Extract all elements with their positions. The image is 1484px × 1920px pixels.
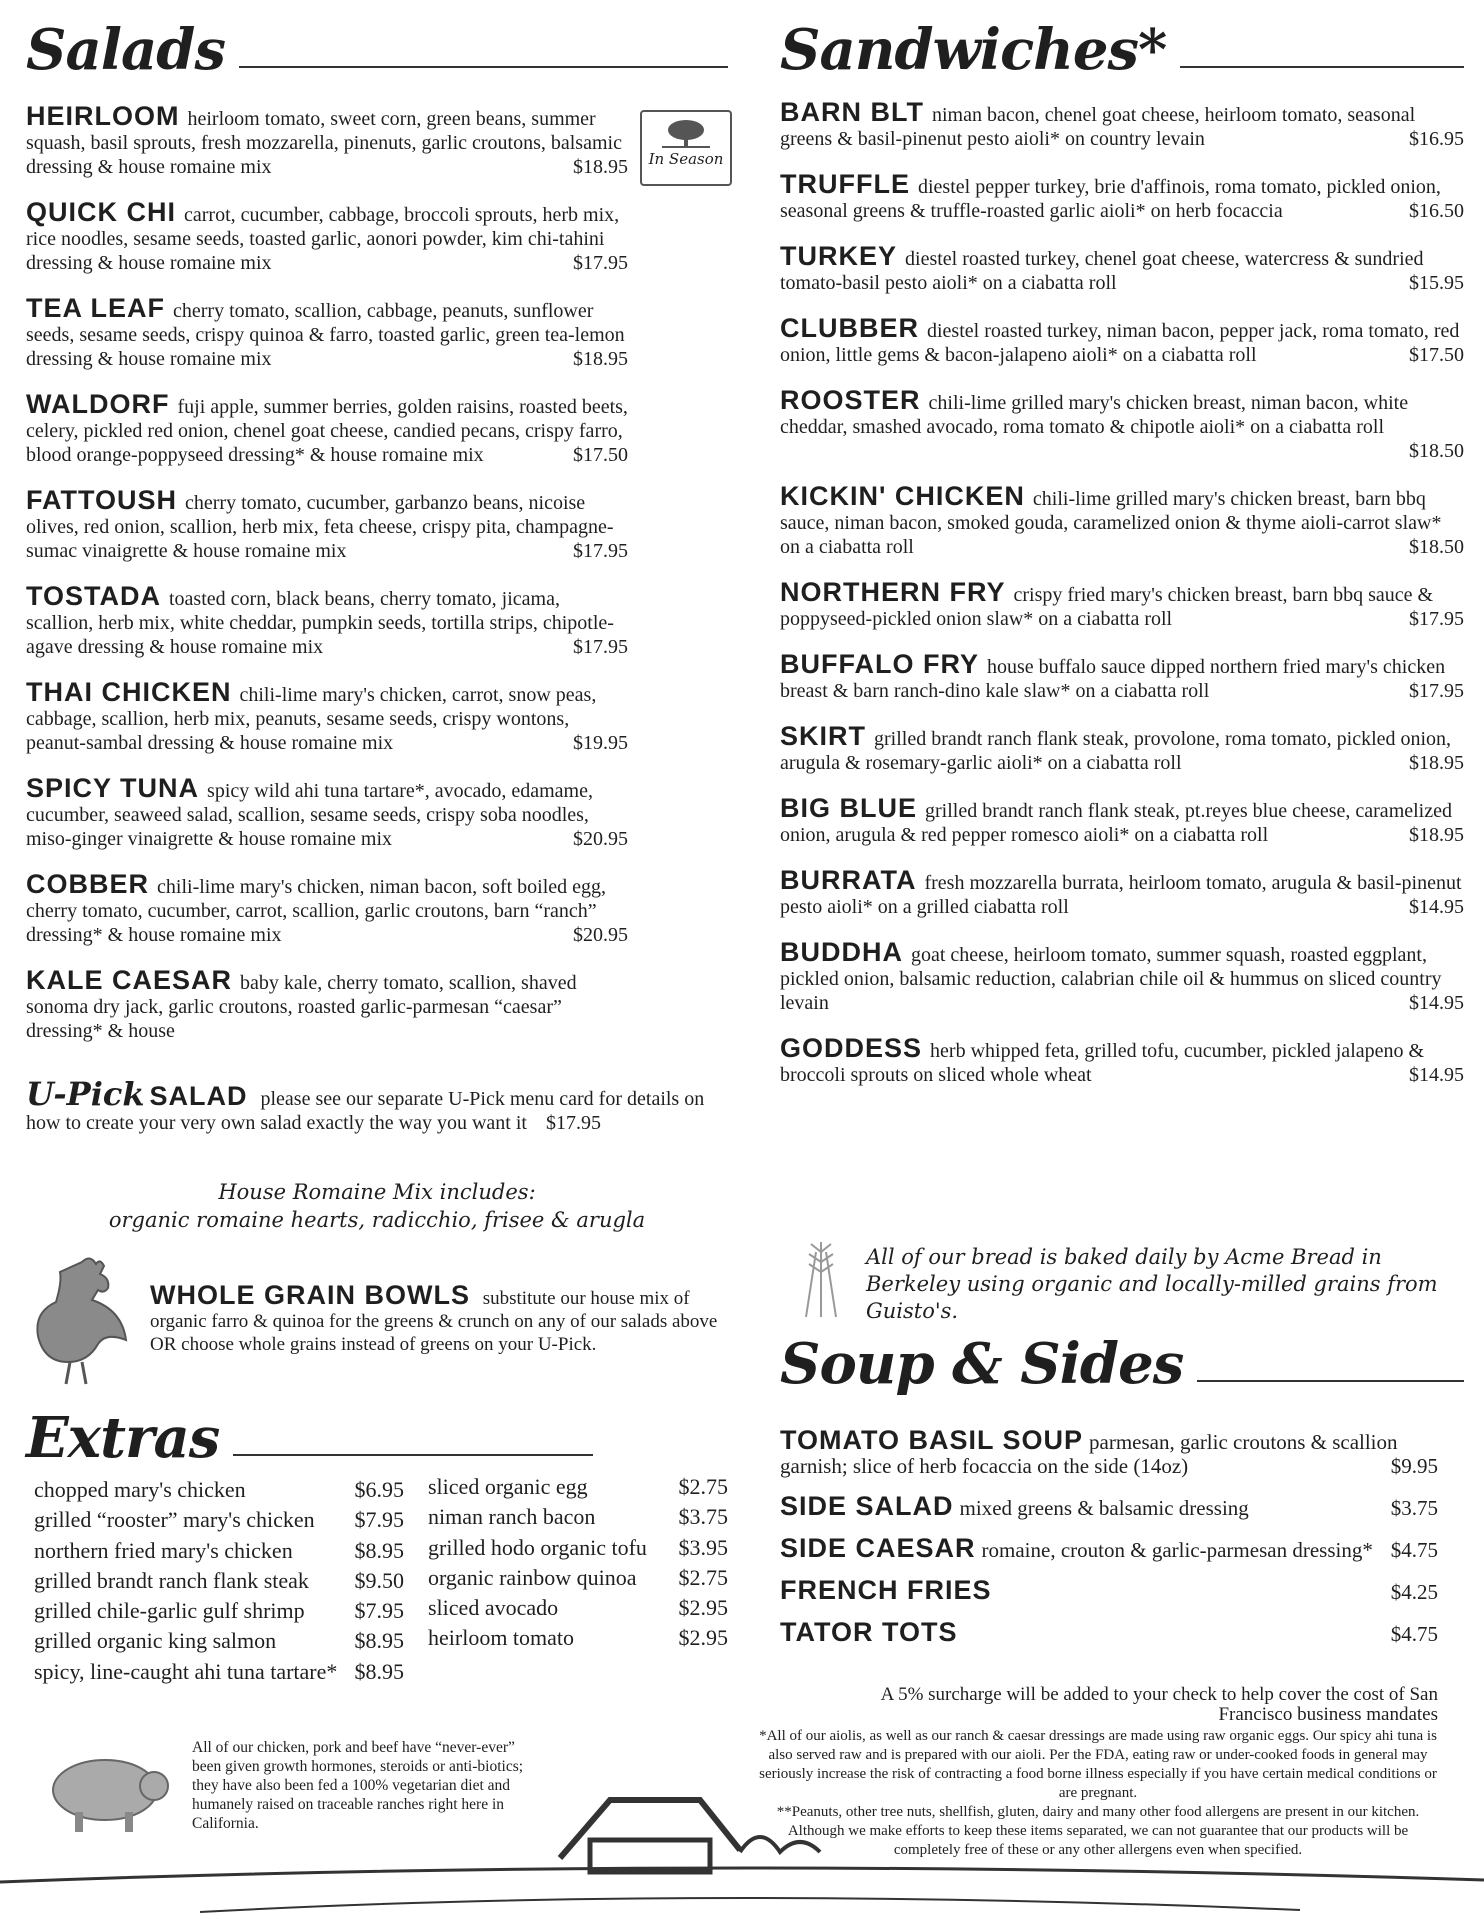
- wheat-icon: [786, 1222, 856, 1322]
- item-price: $17.95: [573, 636, 628, 658]
- soup-sides-header: [780, 1331, 1464, 1397]
- extra-name: grilled chile-garlic gulf shrimp: [34, 1598, 305, 1624]
- extra-name: niman ranch bacon: [428, 1504, 596, 1530]
- item-description: chili-lime mary's chicken, niman bacon, soft boiled egg, cherry tomato, cucumber, carrot, scallion, garlic croutons, barn “ranch” dressing* & house romaine mix: [26, 876, 607, 946]
- romaine-note-title: House Romaine Mix includes:: [218, 1180, 536, 1204]
- extra-price: $2.95: [678, 1625, 728, 1651]
- item-name: FATTOUSH: [26, 485, 178, 515]
- item-price: $18.95: [573, 348, 628, 370]
- item-name: BUFFALO FRY: [780, 649, 979, 679]
- rooster-icon: [22, 1252, 132, 1392]
- extra-name: grilled brandt ranch flank steak: [34, 1567, 309, 1593]
- item-description: herb whipped feta, grilled tofu, cucumber, pickled jalapeno & broccoli sprouts on sliced whole wheat: [780, 1040, 1425, 1086]
- item-price: $4.75: [1390, 1538, 1438, 1562]
- menu-item: [780, 1617, 1438, 1647]
- surcharge-note: A 5% surcharge will be added to your check to help cover the cost of San Francisco business mandates: [880, 1684, 1438, 1725]
- extra-item: [428, 1623, 728, 1653]
- menu-item: [780, 313, 1464, 367]
- item-description: baby kale, cherry tomato, scallion, shaved sonoma dry jack, garlic croutons, roasted garlic-parmesan “caesar” dressing* & house: [26, 972, 577, 1042]
- soup-sides-rule: [1197, 1380, 1464, 1382]
- item-description: heirloom tomato, sweet corn, green beans, summer squash, basil sprouts, fresh mozzarella, pinenuts, garlic croutons, balsamic dressing & house romaine mix: [26, 108, 622, 178]
- extra-item: [428, 1502, 728, 1532]
- item-description: diestel pepper turkey, brie d'affinois, roma tomato, pickled onion, seasonal greens & truffle-roasted garlic aioli* on herb focaccia: [780, 176, 1441, 222]
- item-description: chili-lime grilled mary's chicken breast, niman bacon, white cheddar, smashed avocado, roma tomato & chipotle aioli* on a ciabatta roll: [780, 392, 1409, 438]
- item-name: COBBER: [26, 869, 150, 899]
- item-price: $3.75: [1390, 1496, 1438, 1520]
- menu-item: [780, 169, 1464, 223]
- sandwiches-title: Sandwiches*: [780, 17, 1167, 83]
- extra-price: $7.95: [354, 1598, 404, 1624]
- extra-name: organic rainbow quinoa: [428, 1564, 637, 1590]
- item-price: $18.50: [1409, 440, 1464, 462]
- menu-item: [780, 937, 1464, 1015]
- extra-item: [34, 1536, 404, 1566]
- salads-header: [26, 17, 728, 83]
- upick-name: SALAD: [149, 1081, 248, 1111]
- extra-item: [34, 1475, 404, 1505]
- item-price: $18.95: [1409, 752, 1464, 774]
- menu-item: [26, 389, 628, 467]
- item-name: HEIRLOOM: [26, 101, 180, 131]
- upick-salad: [26, 1075, 728, 1156]
- item-description: goat cheese, heirloom tomato, summer squash, roasted eggplant, pickled onion, balsamic reduction, calabrian chile oil & hummus on sliced country levain: [780, 944, 1442, 1014]
- allergen-disclaimer: **Peanuts, other tree nuts, shellfish, gluten, dairy and many other food allergens are present in our kitchen. Although we make efforts to keep these items separated, we can not guarantee that our products will be completely free of these or any other allergens even when specified.: [776, 1804, 1420, 1858]
- item-name: BIG BLUE: [780, 793, 918, 823]
- extra-name: sliced organic egg: [428, 1474, 588, 1499]
- menu-item: [780, 241, 1464, 295]
- item-price: $17.95: [1409, 680, 1464, 702]
- tree-icon: [656, 118, 716, 150]
- menu-item: [26, 773, 628, 851]
- romaine-note-detail: organic romaine hearts, radicchio, frisee & arugla: [108, 1208, 646, 1232]
- item-description: cherry tomato, scallion, cabbage, peanuts, sunflower seeds, sesame seeds, crispy quinoa & farro, toasted garlic, green tea-lemon dressing & house romaine mix: [26, 300, 625, 370]
- salads-rule: [239, 66, 728, 68]
- in-season-label: In Season: [648, 150, 724, 168]
- item-name: CLUBBER: [780, 313, 919, 343]
- menu-item: [780, 385, 1464, 463]
- item-price: $4.25: [1390, 1580, 1438, 1604]
- item-description: grilled brandt ranch flank steak, provolone, roma tomato, pickled onion, arugula & rosemary-garlic aioli* on a ciabatta roll: [780, 728, 1452, 774]
- item-price: $14.95: [1409, 992, 1464, 1014]
- extras-header: [26, 1405, 728, 1471]
- item-price: $20.95: [573, 828, 628, 850]
- extra-name: heirloom tomato: [428, 1625, 575, 1651]
- menu-item: [26, 677, 628, 755]
- item-name: TEA LEAF: [26, 293, 165, 323]
- extra-price: $8.95: [354, 1658, 404, 1684]
- item-price: $14.95: [1409, 1064, 1464, 1086]
- upick-desc: please see our separate U-Pick menu card for details on how to create your very own salad exactly the way you want it: [26, 1088, 705, 1134]
- menu-item: [26, 581, 628, 659]
- item-price: $18.95: [1409, 824, 1464, 846]
- extra-price: $6.95: [354, 1477, 404, 1502]
- item-price: $19.95: [573, 732, 628, 754]
- extra-item: [428, 1593, 728, 1623]
- item-description: spicy wild ahi tuna tartare*, avocado, edamame, cucumber, seaweed salad, scallion, sesame seeds, crispy soba noodles, miso-ginger vinaigrette & house romaine mix: [26, 780, 593, 850]
- menu-item: [780, 481, 1464, 559]
- item-name: KALE CAESAR: [26, 965, 233, 995]
- menu-item: [780, 97, 1464, 151]
- menu-item: [26, 101, 628, 179]
- item-description: fresh mozzarella burrata, heirloom tomato, arugula & basil-pinenut pesto aioli* on a grilled ciabatta roll: [780, 872, 1462, 918]
- extra-price: $2.75: [678, 1564, 728, 1590]
- extra-price: $2.95: [678, 1595, 728, 1621]
- item-price: $18.95: [573, 156, 628, 178]
- item-name: BARN BLT: [780, 97, 924, 127]
- item-description: mixed greens & balsamic dressing: [959, 1496, 1249, 1520]
- item-description: cherry tomato, cucumber, garbanzo beans, nicoise olives, red onion, scallion, herb mix, feta cheese, crispy pita, champagne-sumac vinaigrette & house romaine mix: [26, 492, 614, 562]
- extra-price: $8.95: [354, 1537, 404, 1563]
- extra-price: $8.95: [354, 1628, 404, 1654]
- extra-price: $2.75: [678, 1474, 728, 1499]
- item-price: $4.75: [1390, 1622, 1438, 1646]
- item-price: $14.95: [1409, 896, 1464, 918]
- menu-item: [26, 965, 628, 1043]
- menu-item: [780, 1575, 1438, 1605]
- item-description: chili-lime grilled mary's chicken breast, barn bbq sauce, niman bacon, smoked gouda, caramelized onion & thyme aioli-carrot slaw* on a ciabatta roll: [780, 488, 1442, 558]
- item-description: grilled brandt ranch flank steak, pt.reyes blue cheese, caramelized onion, arugula & red pepper romesco aioli* on a ciabatta roll: [780, 800, 1452, 846]
- menu-item: [26, 293, 628, 371]
- extra-item: [428, 1563, 728, 1593]
- menu-item: [780, 865, 1464, 919]
- extra-item: [34, 1566, 404, 1596]
- menu-item: [780, 649, 1464, 703]
- sandwiches-rule: [1180, 66, 1464, 68]
- extra-name: grilled “rooster” mary's chicken: [34, 1507, 315, 1533]
- romaine-note: [26, 1178, 728, 1234]
- bowls-name: WHOLE GRAIN BOWLS: [150, 1280, 470, 1310]
- item-description: house buffalo sauce dipped northern fried mary's chicken breast & barn ranch-dino kale slaw* on a ciabatta roll: [780, 656, 1446, 702]
- soup-sides-title: Soup & Sides: [780, 1331, 1184, 1397]
- item-name: TOSTADA: [26, 581, 161, 611]
- item-name: SIDE SALAD: [780, 1491, 954, 1521]
- item-name: THAI CHICKEN: [26, 677, 232, 707]
- extra-price: $3.75: [678, 1504, 728, 1530]
- item-price: $17.95: [573, 252, 628, 274]
- item-name: ROOSTER: [780, 385, 921, 415]
- whole-grain-bowls: [150, 1280, 728, 1356]
- extra-price: $9.50: [354, 1567, 404, 1593]
- menu-item: [780, 721, 1464, 775]
- item-name: TRUFFLE: [780, 169, 910, 199]
- item-description: romaine, crouton & garlic-parmesan dressing*: [981, 1538, 1373, 1562]
- sides-list: [780, 1425, 1438, 1662]
- item-name: GODDESS: [780, 1033, 923, 1063]
- extra-name: spicy, line-caught ahi tuna tartare*: [34, 1658, 338, 1684]
- item-price: $16.50: [1409, 200, 1464, 222]
- item-name: WALDORF: [26, 389, 170, 419]
- item-price: $18.50: [1409, 536, 1464, 558]
- item-price: $17.50: [1409, 344, 1464, 366]
- item-name: TATOR TOTS: [780, 1617, 958, 1647]
- item-name: KICKIN' CHICKEN: [780, 481, 1025, 511]
- item-name: BUDDHA: [780, 937, 903, 967]
- extras-list-1: [34, 1475, 404, 1687]
- sandwich-list: [780, 97, 1464, 1108]
- salads-title: Salads: [26, 17, 225, 83]
- salad-list: [26, 101, 628, 1064]
- menu-item: [780, 1033, 1464, 1087]
- item-description: carrot, cucumber, cabbage, broccoli sprouts, herb mix, rice noodles, sesame seeds, toasted garlic, aonori powder, kim chi-tahini dressing & house romaine mix: [26, 204, 620, 274]
- extras-title: Extras: [26, 1405, 220, 1471]
- extra-name: grilled hodo organic tofu: [428, 1534, 647, 1560]
- item-name: BURRATA: [780, 865, 917, 895]
- item-name: SPICY TUNA: [26, 773, 200, 803]
- extra-name: northern fried mary's chicken: [34, 1537, 293, 1563]
- item-description: toasted corn, black beans, cherry tomato, jicama, scallion, herb mix, white cheddar, pumpkin seeds, tortilla strips, chipotle-agave dressing & house romaine mix: [26, 588, 614, 658]
- sandwiches-header: [780, 17, 1464, 83]
- menu-item: [780, 1425, 1438, 1478]
- item-price: $17.95: [1409, 608, 1464, 630]
- raw-egg-disclaimer: *All of our aiolis, as well as our ranch & caesar dressings are made using raw organic eggs. Our spicy ahi tuna is also served raw and is prepared with our aioli. Per the FDA, eating raw or under-cooked foods in general may seriously increase the risk of contracting a food borne illness especially if you have certain medical conditions or are pregnant.: [759, 1728, 1437, 1801]
- extra-item: [34, 1596, 404, 1626]
- item-price: $16.95: [1409, 128, 1464, 150]
- item-description: crispy fried mary's chicken breast, barn bbq sauce & poppyseed-pickled onion slaw* on a ciabatta roll: [780, 584, 1434, 630]
- extras-rule: [233, 1454, 593, 1456]
- item-price: $15.95: [1409, 272, 1464, 294]
- item-price: $9.95: [1390, 1454, 1438, 1478]
- extra-item: [428, 1472, 728, 1502]
- item-description: parmesan, garlic croutons & scallion garnish; slice of herb focaccia on the side (14oz): [780, 1430, 1398, 1478]
- bread-note: All of our bread is baked daily by Acme Bread in Berkeley using organic and locally-milled grains from Guisto's.: [866, 1245, 1438, 1323]
- meat-note: All of our chicken, pork and beef have “never-ever” been given growth hormones, steroids or anti-biotics; they have also been fed a 100% vegetarian diet and humanely raised on traceable ranches right here in California.: [192, 1739, 524, 1832]
- extra-name: grilled organic king salmon: [34, 1628, 277, 1654]
- item-name: QUICK CHI: [26, 197, 176, 227]
- extras-list-2: [428, 1472, 728, 1654]
- extra-item: [428, 1533, 728, 1563]
- item-price: $20.95: [573, 924, 628, 946]
- item-name: NORTHERN FRY: [780, 577, 1006, 607]
- menu-item: [26, 485, 628, 563]
- bowls-desc: substitute our house mix of organic farro & quinoa for the greens & crunch on any of our salads above OR choose whole grains instead of greens on your U-Pick.: [150, 1288, 718, 1355]
- menu-item: [780, 577, 1464, 631]
- menu-item: [26, 197, 628, 275]
- item-name: SIDE CAESAR: [780, 1533, 976, 1563]
- item-description: niman bacon, chenel goat cheese, heirloom tomato, seasonal greens & basil-pinenut pesto aioli* on country levain: [780, 104, 1416, 150]
- extra-name: sliced avocado: [428, 1595, 559, 1621]
- menu-item: [26, 869, 628, 947]
- upick-price: $17.95: [545, 1112, 601, 1134]
- extra-price: $7.95: [354, 1507, 404, 1533]
- item-name: SKIRT: [780, 721, 866, 751]
- extra-item: [34, 1657, 404, 1687]
- item-price: $17.95: [573, 540, 628, 562]
- extra-name: chopped mary's chicken: [34, 1477, 246, 1502]
- extra-item: [34, 1626, 404, 1656]
- item-name: FRENCH FRIES: [780, 1575, 992, 1605]
- item-name: TOMATO BASIL SOUP: [780, 1425, 1084, 1455]
- extra-price: $3.95: [678, 1534, 728, 1560]
- menu-item: [780, 1533, 1438, 1563]
- item-description: fuji apple, summer berries, golden raisins, roasted beets, celery, pickled red onion, chenel goat cheese, candied pecans, crispy farro, blood orange-poppyseed dressing* & house romaine mix: [26, 396, 628, 466]
- menu-item: [780, 1491, 1438, 1521]
- item-description: diestel roasted turkey, chenel goat cheese, watercress & sundried tomato-basil pesto aioli* on a ciabatta roll: [780, 248, 1424, 294]
- item-price: $17.50: [573, 444, 628, 466]
- extra-item: [34, 1505, 404, 1535]
- item-description: chili-lime mary's chicken, carrot, snow peas, cabbage, scallion, herb mix, peanuts, sesame seeds, crispy wontons, peanut-sambal dressing & house romaine mix: [26, 684, 597, 754]
- menu-item: [780, 793, 1464, 847]
- item-description: diestel roasted turkey, niman bacon, pepper jack, roma tomato, red onion, little gems & bacon-jalapeno aioli* on a ciabatta roll: [780, 320, 1460, 366]
- upick-script: U-Pick: [26, 1075, 145, 1113]
- item-name: TURKEY: [780, 241, 898, 271]
- in-season-badge: [640, 110, 732, 186]
